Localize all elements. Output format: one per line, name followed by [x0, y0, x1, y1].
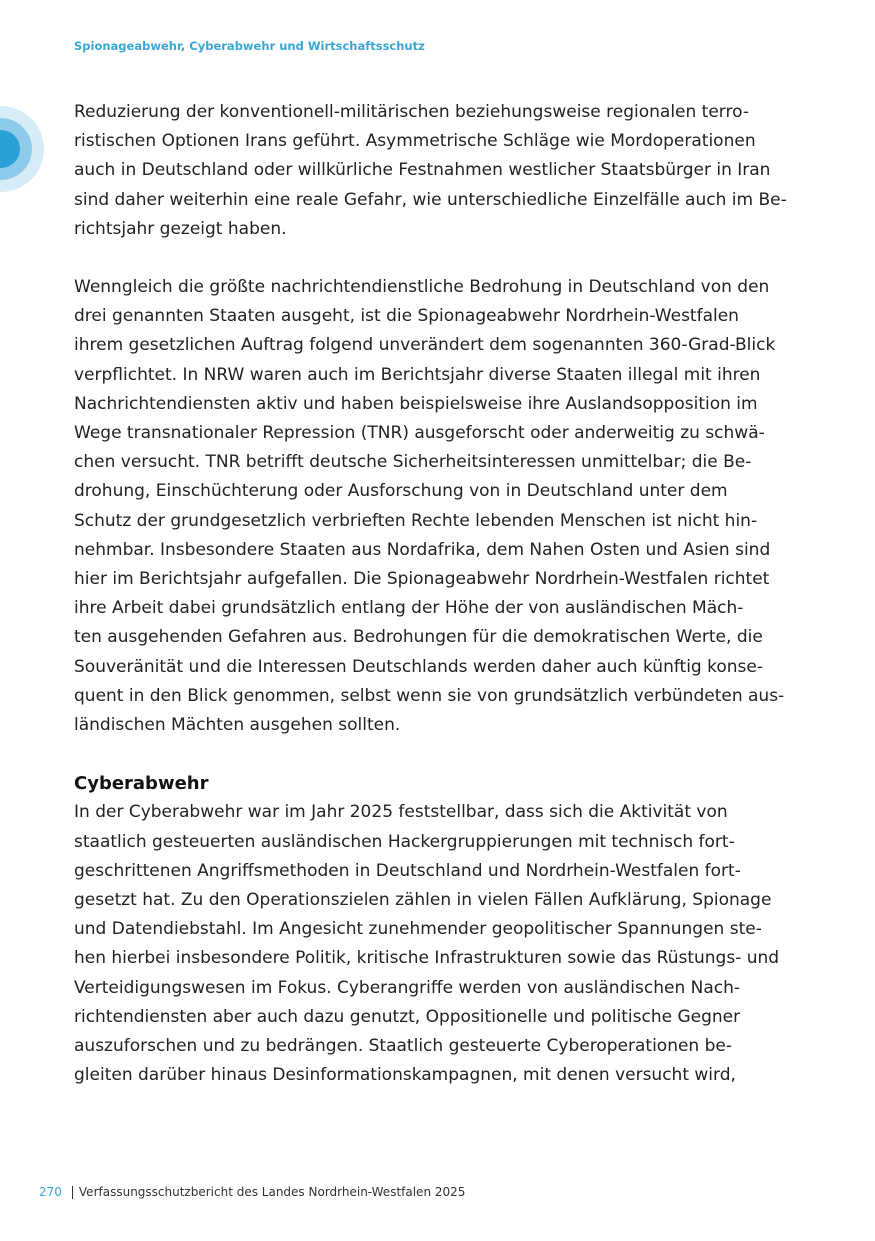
footer-divider: [72, 1186, 73, 1199]
decorative-circle-mark: [0, 106, 44, 192]
paragraph-iran-options: Reduzierung der konventionell-militärischen beziehungsweise regionalen terro- ristischen Optionen Irans geführt. Asymmetrische Schläge wie Mordoperationen auch in Deutschland oder willkürliche Festnahmen westlicher Staatsbürger in Iran sind daher weiterhin eine reale Gefahr, wie unterschiedliche Einzelfälle auch im Be- richtsjahr gezeigt haben.: [74, 102, 787, 239]
page-number: 270: [39, 1185, 62, 1199]
page-footer: [39, 1185, 465, 1199]
page-body: [74, 98, 804, 1091]
publication-title: Verfassungsschutzbericht des Landes Nordrhein-Westfalen 2025: [78, 1185, 466, 1199]
paragraph-360-grad-blick: Wenngleich die größte nachrichtendienstliche Bedrohung in Deutschland von den drei genannten Staaten ausgeht, ist die Spionageabwehr Nordrhein-Westfalen ihrem gesetzlichen Auftrag folgend unverändert dem sogenannten 360-Grad-Blick verpflichtet. In NRW waren auch im Berichtsjahr diverse Staaten illegal mit ihren Nachrichtendiensten aktiv und haben beispielsweise ihre Auslandsopposition im Wege transnationaler Repression (TNR) ausgeforscht oder anderweitig zu schwä- chen versucht. TNR betrifft deutsche Sicherheitsinteressen unmittelbar; die Be- drohung, Einschüchterung oder Ausforschung von in Deutschland unter dem Schutz der grundgesetzlich verbrieften Rechte lebenden Menschen ist nicht hin- nehmbar. Insbesondere Staaten aus Nordafrika, dem Nahen Osten und Asien sind hier im Berichtsjahr aufgefallen. Die Spionageabwehr Nordrhein-Westfalen richtet ihre Arbeit dabei grundsätzlich entlang der Höhe der von ausländischen Mäch- ten ausgehenden Gefahren aus. Bedrohungen für die demokratischen Werte, die Souveränität und die Interessen Deutschlands werden daher auch künftig konse- quent in den Blick genommen, selbst wenn sie von grundsätzlich verbündeten aus- ländischen Mächten ausgehen sollten.: [74, 277, 785, 736]
section-heading-cyberabwehr: Cyberabwehr: [74, 773, 209, 795]
running-header: Spionageabwehr, Cyberabwehr und Wirtschaftsschutz: [74, 39, 425, 53]
paragraph-cyberabwehr: In der Cyberabwehr war im Jahr 2025 feststellbar, dass sich die Aktivität von staatlich gesteuerten ausländischen Hackergruppierungen mit technisch fort- geschrittenen Angriffsmethoden in Deutschland und Nordrhein-Westfalen fort- gesetzt hat. Zu den Operationszielen zählen in vielen Fällen Aufklärung, Spionage und Datendiebstahl. Im Angesicht zunehmender geopolitischer Spannungen ste- hen hierbei insbesondere Politik, kritische Infrastrukturen sowie das Rüstungs- und Verteidigungswesen im Fokus. Cyberangriffe werden von ausländischen Nach- richtendiensten aber auch dazu genutzt, Oppositionelle und politische Gegner auszuforschen und zu bedrängen. Staatlich gesteuerte Cyberoperationen be- gleiten darüber hinaus Desinformationskampagnen, mit denen versucht wird,: [74, 802, 780, 1086]
